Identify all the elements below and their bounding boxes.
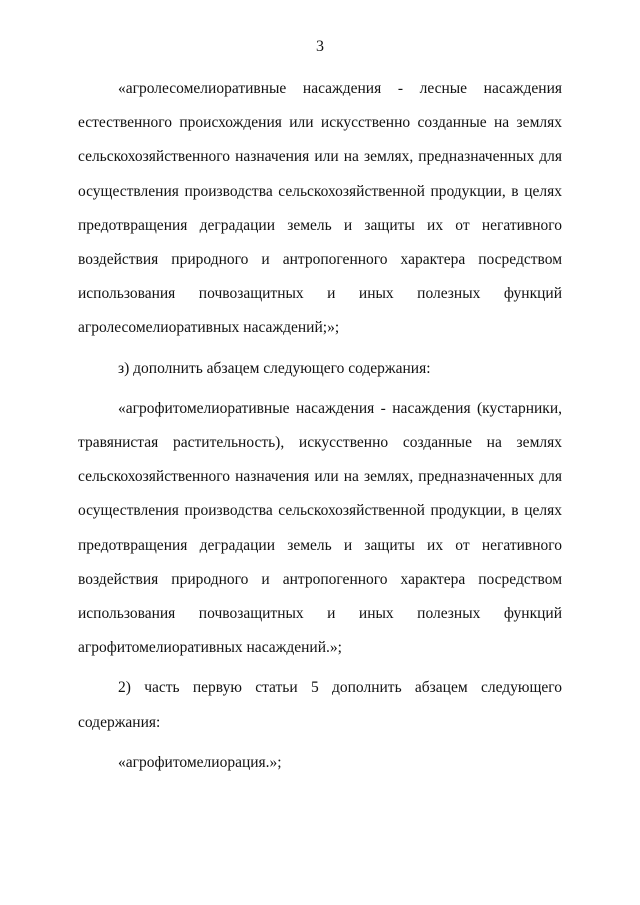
paragraph-item-2: 2) часть первую статьи 5 дополнить абзацем следующего содержания: xyxy=(78,679,562,731)
page-number: 3 xyxy=(316,38,324,55)
paragraph-item-z: з) дополнить абзацем следующего содержания: xyxy=(118,359,431,377)
document-body xyxy=(78,72,562,786)
paragraph-agrophytomelioration: «агрофитомелиорация.»; xyxy=(118,753,282,771)
paragraph-agroforest-definition: «агролесомелиоративные насаждения - лесные насаждения естественного происхождения или искусственно созданные на землях сельскохозяйственного назначения или на землях, предназначенных для осуществления производства сельскохозяйственной продукции, в целях предотвращения деградации земель и защиты их от негативного воздействия природного и антропогенного характера посредством использования почвозащитных и иных полезных функций агролесомелиоративных насаждений;»; xyxy=(78,80,562,337)
paragraph-agrophyto-definition: «агрофитомелиоративные насаждения - насаждения (кустарники, травянистая растительность), искусственно созданные на землях сельскохозяйственного назначения или на землях, предназначенных для осуществления производства сельскохозяйственной продукции, в целях предотвращения деградации земель и защиты их от негативного воздействия природного и антропогенного характера посредством использования почвозащитных и иных полезных функций агрофитомелиоративных насаждений.»; xyxy=(78,399,562,657)
